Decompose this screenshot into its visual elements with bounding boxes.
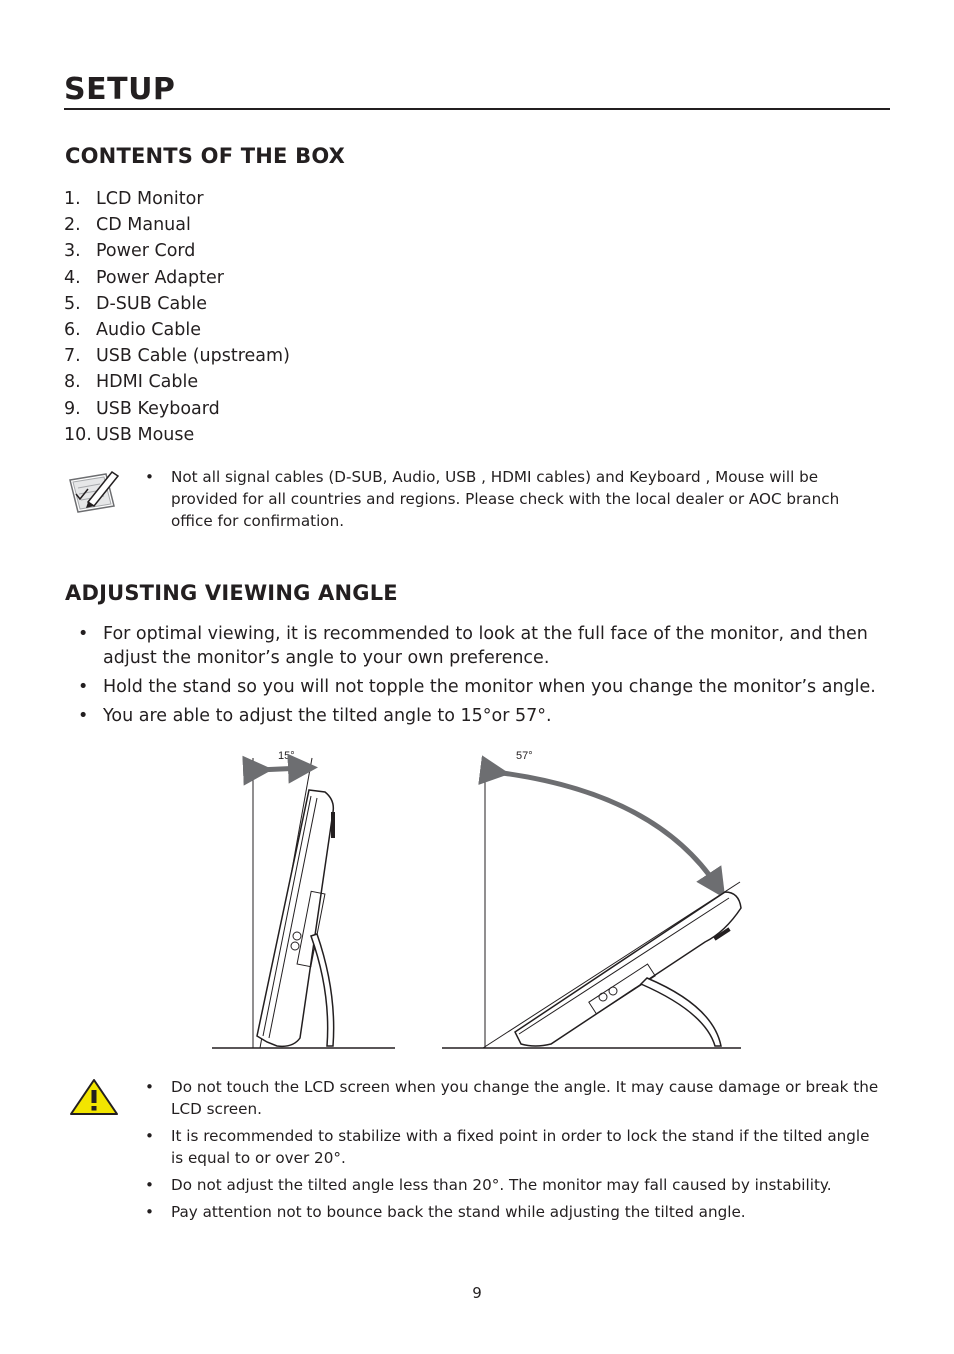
item-label: Power Adapter	[96, 267, 224, 288]
list-item	[145, 1076, 880, 1120]
tilt-57-illustration	[442, 750, 741, 1048]
bullet-text: You are able to adjust the tilted angle to 15°or 57°.	[103, 706, 552, 726]
list-item	[64, 186, 290, 212]
list-item	[78, 675, 888, 699]
bullet-dot: •	[78, 677, 89, 697]
title-divider	[64, 108, 890, 110]
item-label: HDMI Cable	[96, 372, 199, 393]
item-number: 4.	[64, 267, 81, 288]
monitor-stand	[641, 978, 721, 1046]
list-item	[145, 1174, 880, 1196]
list-item	[64, 369, 290, 395]
list-item	[145, 1201, 880, 1223]
list-item	[64, 265, 290, 291]
tilt-angle-diagram	[205, 742, 750, 1054]
cables-note	[145, 466, 880, 532]
list-item	[64, 422, 290, 448]
angle-arrow-15	[258, 768, 303, 770]
note-pencil-icon	[66, 468, 122, 516]
item-number: 8.	[64, 372, 81, 393]
bullet-dot: •	[145, 1127, 154, 1145]
contents-list	[64, 186, 290, 448]
item-label: LCD Monitor	[96, 189, 204, 209]
item-label: USB Mouse	[96, 424, 195, 445]
item-number: 9.	[64, 398, 81, 419]
angle-label-57: 57°	[516, 750, 533, 762]
list-item	[64, 396, 290, 422]
bullet-dot: •	[145, 1078, 154, 1096]
warning-triangle-icon	[68, 1077, 120, 1117]
item-label: USB Keyboard	[96, 398, 220, 419]
item-number: 2.	[64, 215, 81, 236]
angle-bullet-list	[78, 622, 888, 733]
item-number: 7.	[64, 346, 81, 367]
caution-text: Do not touch the LCD screen when you change the angle. It may cause damage or break the LCD screen.	[171, 1078, 879, 1118]
list-item	[64, 212, 290, 238]
caution-text: It is recommended to stabilize with a fixed point in order to lock the stand if the tilted angle is equal to or over 20°.	[171, 1127, 870, 1167]
bullet-dot: •	[145, 1176, 154, 1194]
caution-text: Do not adjust the tilted angle less than 20°. The monitor may fall caused by instability.	[171, 1176, 832, 1194]
list-item	[64, 238, 290, 264]
item-label: Audio Cable	[96, 320, 201, 341]
item-label: Power Cord	[96, 241, 196, 262]
bullet-dot: •	[145, 1203, 154, 1221]
page-number: 9	[472, 1284, 482, 1302]
contents-heading: CONTENTS OF THE BOX	[65, 144, 346, 168]
list-item	[78, 704, 888, 728]
angle-arrow-57	[495, 772, 717, 886]
page-title: SETUP	[64, 72, 176, 107]
note-bullet: •	[145, 468, 154, 486]
angle-label-15: 15°	[278, 750, 295, 762]
bullet-text: Hold the stand so you will not topple the monitor when you change the monitor’s angle.	[103, 677, 876, 697]
angle-heading: ADJUSTING VIEWING ANGLE	[65, 581, 398, 605]
item-number: 5.	[64, 293, 81, 314]
caution-text: Pay attention not to bounce back the stand while adjusting the tilted angle.	[171, 1203, 746, 1221]
list-item	[78, 622, 888, 670]
item-number: 10.	[64, 424, 92, 445]
item-label: USB Cable (upstream)	[96, 346, 290, 367]
note-text: Not all signal cables (D-SUB, Audio, USB , HDMI cables) and Keyboard , Mouse will be provided for all countries and regions. Please check with the local dealer or AOC branch office for confirmation.	[171, 468, 840, 530]
list-item	[145, 1125, 880, 1169]
item-number: 1.	[64, 189, 81, 209]
bullet-dot: •	[78, 624, 89, 644]
bullet-text: For optimal viewing, it is recommended to look at the full face of the monitor, and then adjust the monitor’s angle to your own preference.	[103, 624, 868, 668]
list-item	[64, 291, 290, 317]
tilt-15-illustration	[212, 750, 395, 1048]
list-item	[64, 343, 290, 369]
item-label: D-SUB Cable	[96, 293, 207, 314]
item-label: CD Manual	[96, 215, 191, 236]
caution-list	[145, 1076, 880, 1228]
bullet-dot: •	[78, 706, 89, 726]
list-item	[64, 317, 290, 343]
item-number: 6.	[64, 320, 81, 341]
item-number: 3.	[64, 241, 81, 262]
